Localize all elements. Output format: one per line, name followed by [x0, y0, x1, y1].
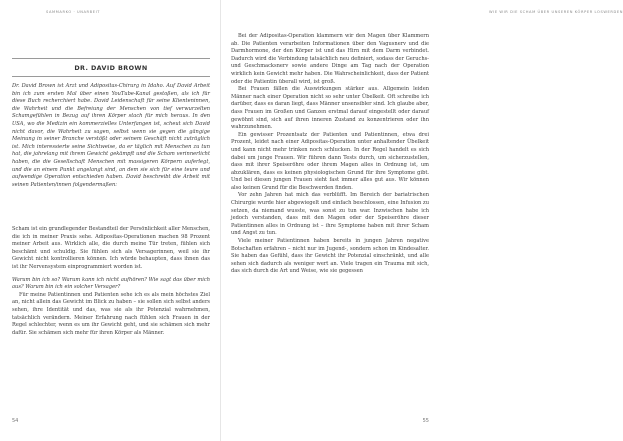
paragraph: Bei Frauen fällen die Auswirkungen stärker aus. Allgemein leiden Männer nach einer Operation nicht so sehr unter Übelkeit. Oft schreibe ich darüber, dass es daran liegt, dass Männer unsensibler sind. Ich glaube aber, dass Frauen im Großen und Ganzen erstmal darauf eingestellt oder darauf gewöhnt sind, sich auf ihren inneren Zustand zu konzentrieren oder ihn wahrzunehmen. — [231, 86, 429, 131]
page-number-right: 55 — [422, 418, 429, 424]
chapter-title: DR. DAVID BROWN — [74, 64, 148, 72]
paragraph: Scham ist ein grundlegender Bestandteil der Persönlichkeit aller Menschen, die ich in meiner Praxis sehe. Adipositas-Operationen machen 98 Prozent meiner Arbeit aus. Wirklich alle, die durch meine Tür treten, fühlen sich beschämt und schuldig. Sie fühlen sich als Versagerinnen, weil sie ihr Gewicht nicht kontrollieren können. Ich würde behaupten, dass ihnen das ist ihr Nervensystem einprogrammiert worden ist. — [12, 226, 210, 270]
paragraph: Viele meiner Patientinnen haben bereits in jungen Jahren negative Botschaften erfahren – nicht nur im Jugend-, sondern schon im Kindesalter. Sie haben das Gefühl, dass ihr Gewicht ihr Potenzial einschränkt, und alle sehen sich dadurch als weniger wert an. Viele tragen ein Trauma mit sich, das sich durch die Art und Weise, wie sie gegessen — [231, 238, 429, 275]
intro-paragraph: Dr. David Brown ist Arzt und Adipositas-Chirurg in Idaho. Auf David Arbeit bin ich zum ersten Mal über einen YouTube-Kanal gestoßen, als ich für diese Buch recherchiert habe. David Leidenschaft für seine Klienteninnen, die Wahrheit und die Befreiung der Menschen von tief verwurzelten Schamgefühlen in Bezug auf ihren Körper stach für mich heraus. In den USA, wo die Medizin ein kommerzielles Unterfangen ist, scheut sich David nicht davor, die Wahrheit zu sagen, selbst wenn sie gegen die gängige Meinung in seiner Branche verstößt oder seinem Geschäft nicht zuträglich ist. Mich interessierte seine Sichtweise, da er täglich mit Menschen zu tun hat, die jahrelang mit ihrem Gewicht gekämpft und die Scham verinnerlicht haben, die die Gesellschaft Menschen mit massigeren Körpern auferlegt, und die an einem Punkt angelangt sind, an dem sie sich für eine teure und aufwendige Operation entschieden haben. David beschreibt die Arbeit mit seinen Patienten/innen folgendermaßen: — [12, 83, 210, 188]
paragraph: Bei der Adipositas-Operation klammern wir den Magen über Klammern ab. Die Patienten verarbeiten Informationen über den Vagusnerv und die Darmhormone, der den Körper ist und das Hirn mit dem Darm verbindet. Dadurch wird die Verbindung tatsächlich neu definiert, sodass der Geruchs- und Geschmacksnerv sowie andere Dinge am Tag nach der Operation wirklich kein Gewicht mehr haben. Die Wahrscheinlichkeit, dass der Patient oder die Patientin überall wird, ist groß. — [231, 33, 429, 85]
title-rule-bottom — [12, 76, 210, 77]
running-head-left: SAMMARKO · UNARBEIT — [46, 10, 101, 14]
body-block-right — [231, 33, 429, 276]
quote-paragraph: Warum bin ich so? Warum kann ich nicht aufhören? Wie sagt das über mich aus? Warum bin ich ein solcher Versager? — [12, 276, 210, 291]
body-block-left — [12, 226, 210, 337]
paragraph: Ein gewisser Prozentsatz der Patienten und Patientinnen, etwa drei Prozent, leidet nach einer Adipositas-Operation unter anhaltender Übelkeit und kann nicht mehr trinken noch schlucken. In der Regel handelt es sich dabei um junge Frauen. Wir führen dann Tests durch, um sicherzustellen, dass mit ihrer Speiseröhre oder ihrem Magen alles in Ordnung ist, um abzuklären, dass es keinen physiologischen Grund für ihre Symptome gibt. Und bei diesen jungen Frauen sieht fast immer alles gut aus. Wir können also keinen Grund für die Beschwerden finden. — [231, 131, 429, 191]
intro-italic-block — [12, 83, 210, 189]
running-head-right: WIE WIR DIE SCHAM ÜBER UNSEREN KÖRPER LOSWERDEN — [489, 10, 623, 14]
right-page — [221, 0, 623, 441]
left-page — [0, 0, 220, 441]
page-number-left: 54 — [12, 418, 19, 424]
paragraph: Für meine Patientinnen und Patienten sehe ich es als mein höchstes Ziel an, nicht allein das Gewicht im Blick zu haben – sie sollen sich selbst anders sehen, ihre Identität und das, was sie als ihr Potenzial wahrnehmen, tatsächlich verändern. Meiner Erfahrung nach fühlen sich Frauen in der Regel schlechter, wenn es um ihr Gewicht geht, und sie schämen sich mehr dafür. Sie schämen sich mehr für ihren Körper als Männer. — [12, 291, 210, 336]
title-rule-top — [12, 58, 210, 59]
paragraph: Vor zehn Jahren hat mich das verblüfft. Im Bereich der bariatrischen Chirurgie wurde hier abgewiegelt und einfach beschlossen, eine Infusion zu setzen, da niemand wusste, was sonst zu tun war. Inzwischen habe ich jedoch verstanden, dass mit den Magen oder der Speiseröhre dieser Patientinnen alles in Ordnung ist – ihre Symptome haben mit ihrer Scham und Angst zu tun. — [231, 192, 429, 237]
